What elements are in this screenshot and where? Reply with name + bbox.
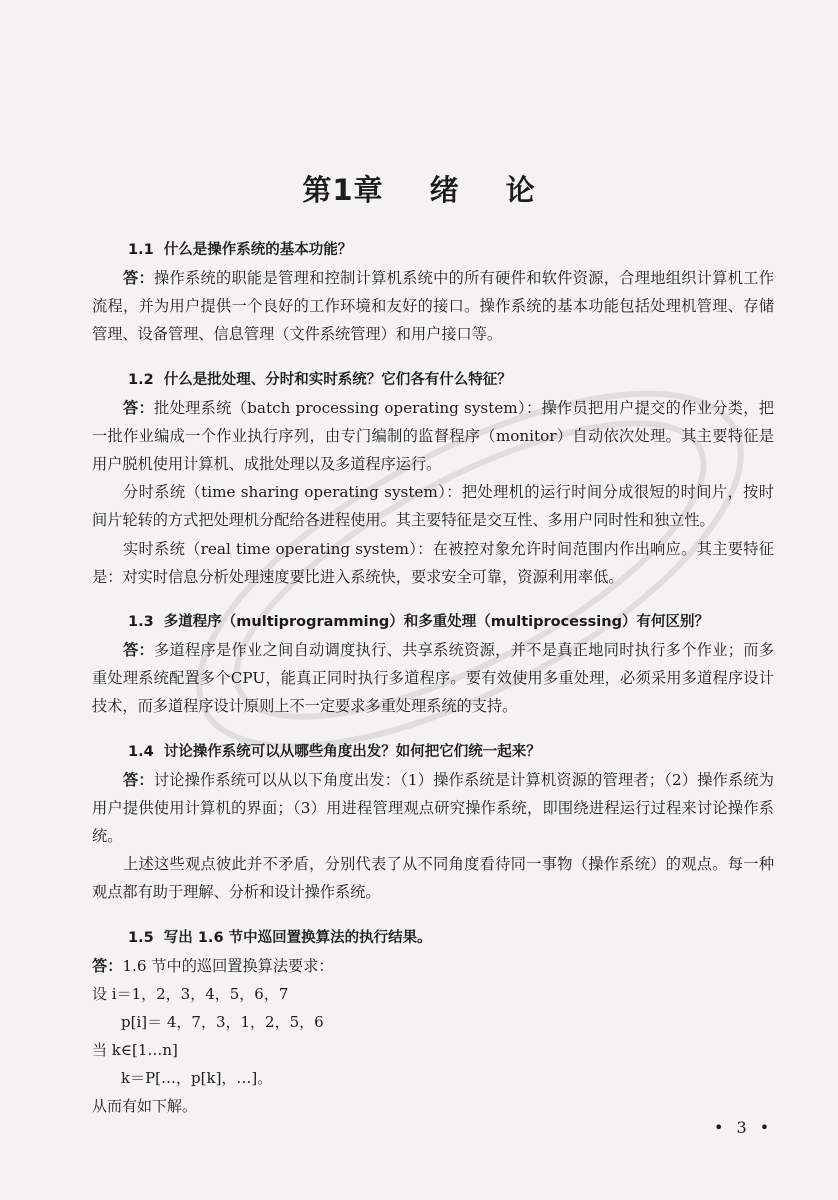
answer-label: 答：: [123, 641, 155, 660]
page-number: • 3 •: [714, 1118, 774, 1137]
answer-paragraph: 答：操作系统的职能是管理和控制计算机系统中的所有硬件和软件资源，合理地组织计算机工作流程，并为用户提供一个良好的工作环境和友好的接口。操作系统的基本功能包括处理机管理、存储管理、设备管理、信息管理（文件系统管理）和用户接口等。: [92, 269, 775, 344]
question-heading: 1.1 什么是操作系统的基本功能？: [128, 242, 353, 258]
answer-paragraph: 答：1.6 节中的巡回置换算法要求：: [92, 956, 334, 975]
algorithm-line: 设 i＝1，2，3，4，5，6，7: [92, 984, 289, 1003]
chapter-name-char-1: 绪: [429, 173, 460, 207]
question-heading: 1.2 什么是批处理、分时和实时系统？它们各有什么特征？: [128, 371, 512, 388]
answer-paragraph: 答：批处理系统（batch processing operating system）：操作员把用户提交的作业分类，把一批作业编成一个作业执行序列，由专门编制的监督程序（monitor）自动依次处理。其主要特征是用户脱机使用计算机、成批处理以及多道程序运行。: [92, 398, 774, 474]
answer-label: 答：: [123, 398, 155, 417]
answer-label: 答：: [92, 956, 123, 975]
algorithm-line: p[i]＝ 4，7，3，1，2，5，6: [121, 1012, 324, 1031]
question-heading: 1.4 讨论操作系统可以从哪些角度出发？如何把它们统一起来？: [128, 743, 541, 760]
answer-paragraph: 答：多道程序是作业之间自动调度执行、共享系统资源，并不是真正地同时执行多个作业；而多重处理系统配置多个CPU，能真正同时执行多道程序。要有效使用多重处理，必须采用多道程序设计技术，而多道程序设计原则上不一定要求多重处理系统的支持。: [92, 641, 775, 716]
answer-paragraph: 上述这些观点彼此并不矛盾，分别代表了从不同角度看待同一事物（操作系统）的观点。每一种观点都有助于理解、分析和设计操作系统。: [92, 855, 774, 902]
algorithm-line: 当 k∈[1…n]: [92, 1040, 178, 1059]
answer-paragraph: 实时系统（real time operating system）：在被控对象允许时间范围内作出响应。其主要特征是：对实时信息分析处理速度要比进入系统快，要求安全可靠，资源利用率低。: [92, 539, 774, 586]
algorithm-line: 从而有如下解。: [92, 1096, 198, 1115]
answer-label: 答：: [123, 269, 155, 287]
algorithm-line: k＝P[…，p[k]，…]。: [121, 1068, 273, 1087]
chapter-number: 第1章: [302, 173, 384, 207]
answer-label: 答：: [123, 770, 154, 789]
question-heading: 1.3 多道程序（multiprogramming）和多重处理（multiprocessing）有何区别？: [128, 614, 709, 631]
chapter-title: [0, 168, 838, 209]
chapter-name-char-2: 论: [505, 173, 536, 207]
question-heading: 1.5 写出 1.6 节中巡回置换算法的执行结果。: [128, 929, 432, 946]
answer-paragraph: 答：讨论操作系统可以从以下角度出发：（1）操作系统是计算机资源的管理者；（2）操作系统为用户提供使用计算机的界面；（3）用进程管理观点研究操作系统，即围绕进程运行过程来讨论操作系统。: [92, 770, 774, 846]
page-content: [92, 236, 774, 1120]
answer-paragraph: 分时系统（time sharing operating system）：把处理机的运行时间分成很短的时间片，按时间片轮转的方式把处理机分配给各进程使用。其主要特征是交互性、多用户同时性和独立性。: [92, 483, 774, 530]
